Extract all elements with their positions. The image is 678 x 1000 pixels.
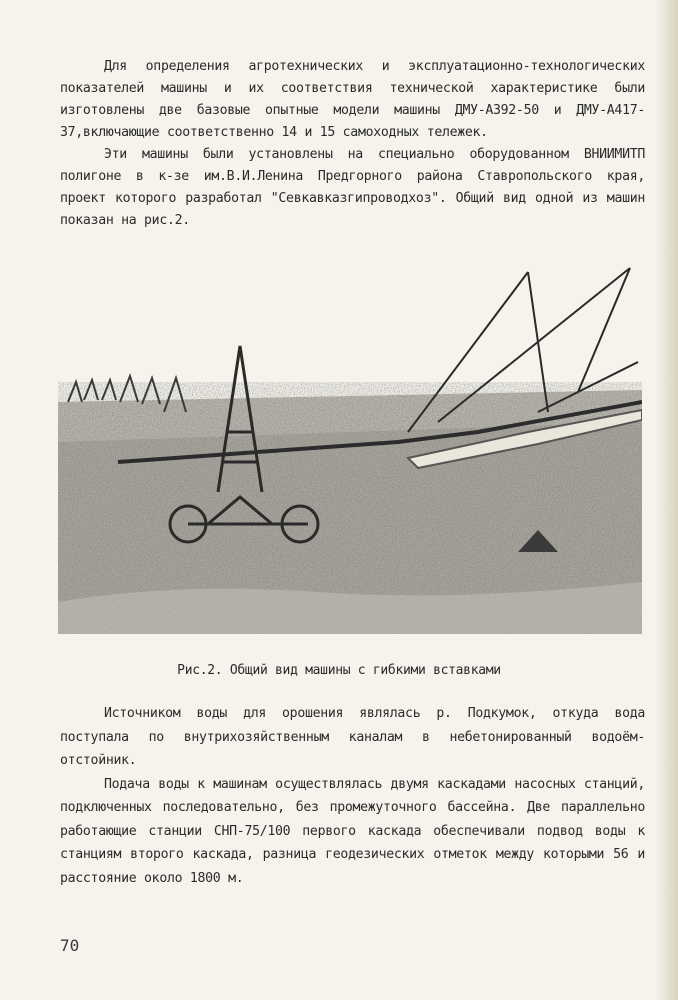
paragraph-1: Для определения агротехнических и эксплуатационно-технологических показателей машины и их соответствия технической характеристике были изготовлены две базовые опытные модели машины ДМУ-А392-50 и ДМУ-А417-37,включающие соответственно 14 и 15 самоходных тележек. (60, 59, 645, 140)
figure-caption: Рис.2. Общий вид машины с гибкими вставками (177, 663, 501, 678)
page-edge-shadow (656, 0, 678, 1000)
page-number: 70 (60, 936, 80, 955)
paragraph-3: Источником воды для орошения являлась р. Подкумок, откуда вода поступала по внутрихозяйственным каналам в небетонированный водоём-отстойник. (60, 706, 645, 768)
bottom-text-block (60, 702, 645, 890)
paragraph-2: Эти машины были установлены на специально оборудованном ВНИИМИТП полигоне в к-зе им.В.И.Ленина Предгорного района Ставропольского края, проект которого разработал "Севкавказгипроводхоз". Общий вид одной из машин показан на рис.2. (60, 147, 645, 228)
paragraph-4: Подача воды к машинам осуществлялась двумя каскадами насосных станций, подключенных последовательно, без промежуточного бассейна. Две параллельно работающие станции СНП-75/100 первого каскада обеспечивали подвод воды к станциям второго каскада, разница геодезических отметок между которыми 56 и расстояние около 1800 м. (60, 776, 645, 886)
top-text-block (60, 56, 645, 232)
machine-photo-illustration (58, 262, 642, 634)
machine-photo (58, 262, 642, 634)
